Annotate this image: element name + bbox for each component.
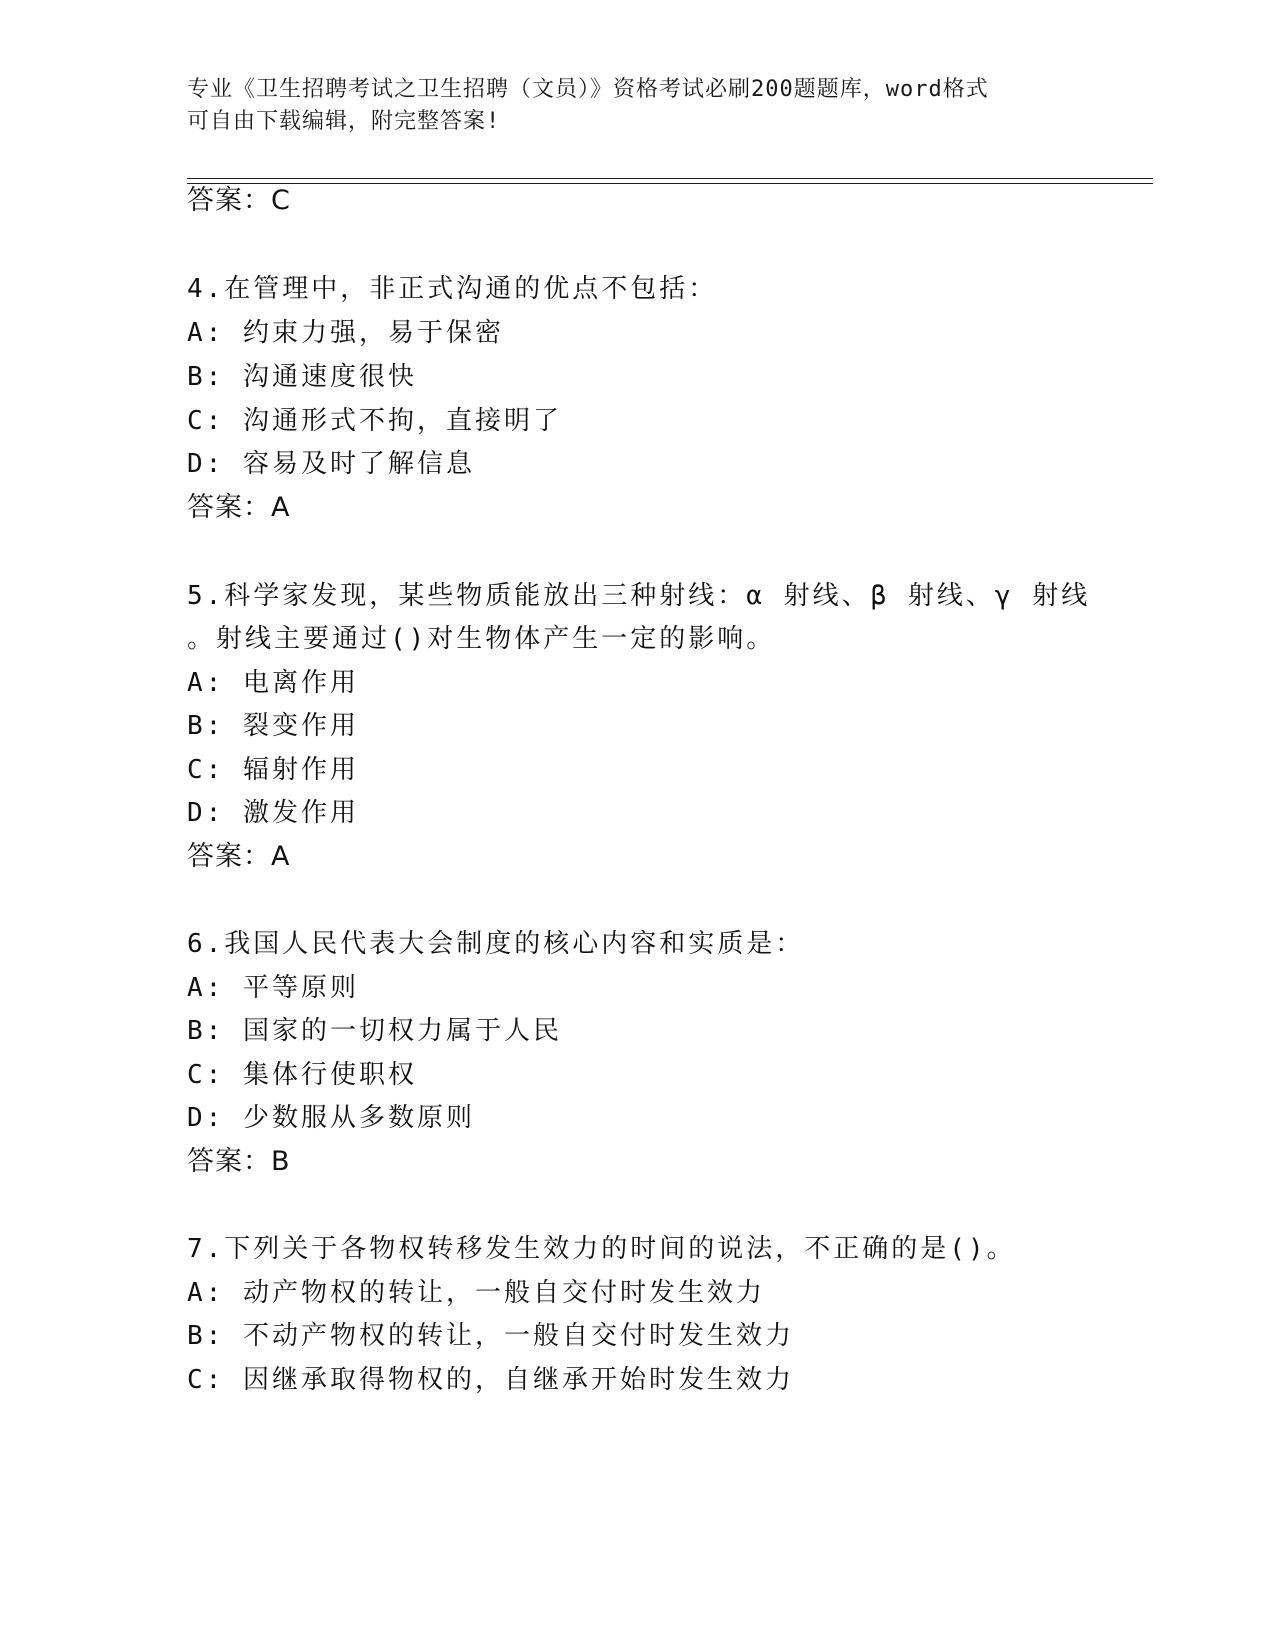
question-5-option-d: D: 激发作用 (187, 798, 359, 828)
question-7-option-b: B: 不动产物权的转让，一般自交付时发生效力 (187, 1321, 794, 1351)
question-5-stem-line-1: 5.科学家发现，某些物质能放出三种射线：α 射线、β 射线、γ 射线 (187, 581, 1091, 611)
question-6-option-b: B: 国家的一切权力属于人民 (187, 1016, 562, 1046)
question-4-option-b: B: 沟通速度很快 (187, 362, 417, 392)
document-header (187, 74, 1087, 138)
question-4-option-d: D: 容易及时了解信息 (187, 449, 475, 479)
question-4-option-a: A: 约束力强，易于保密 (187, 318, 504, 348)
question-7-stem: 7.下列关于各物权转移发生效力的时间的说法，不正确的是()。 (187, 1234, 1016, 1264)
question-5-option-a: A: 电离作用 (187, 668, 359, 698)
question-4-option-c: C: 沟通形式不拘，直接明了 (187, 406, 562, 436)
question-7-option-a: A: 动产物权的转让，一般自交付时发生效力 (187, 1278, 765, 1308)
question-5-option-b: B: 裂变作用 (187, 711, 359, 741)
question-7-option-c: C: 因继承取得物权的，自继承开始时发生效力 (187, 1365, 794, 1395)
question-5-stem-line-2: 。射线主要通过()对生物体产生一定的影响。 (187, 624, 776, 654)
header-rule-bottom (187, 183, 1153, 184)
header-rule-top (187, 178, 1153, 179)
answer-q3: 答案：C (187, 185, 291, 216)
question-6-option-a: A: 平等原则 (187, 973, 359, 1003)
header-line-2: 可自由下载编辑，附完整答案! (187, 109, 501, 134)
question-6-option-c: C: 集体行使职权 (187, 1060, 417, 1090)
answer-q4: 答案：A (187, 492, 291, 523)
header-line-1: 专业《卫生招聘考试之卫生招聘（文员）》资格考试必刷200题题库，word格式 (187, 77, 989, 102)
question-5-option-c: C: 辐射作用 (187, 755, 359, 785)
question-4-stem: 4.在管理中，非正式沟通的优点不包括： (187, 274, 718, 304)
answer-q6: 答案：B (187, 1146, 291, 1177)
question-6-stem: 6.我国人民代表大会制度的核心内容和实质是： (187, 929, 805, 959)
answer-q5: 答案：A (187, 841, 291, 872)
question-6-option-d: D: 少数服从多数原则 (187, 1103, 475, 1133)
